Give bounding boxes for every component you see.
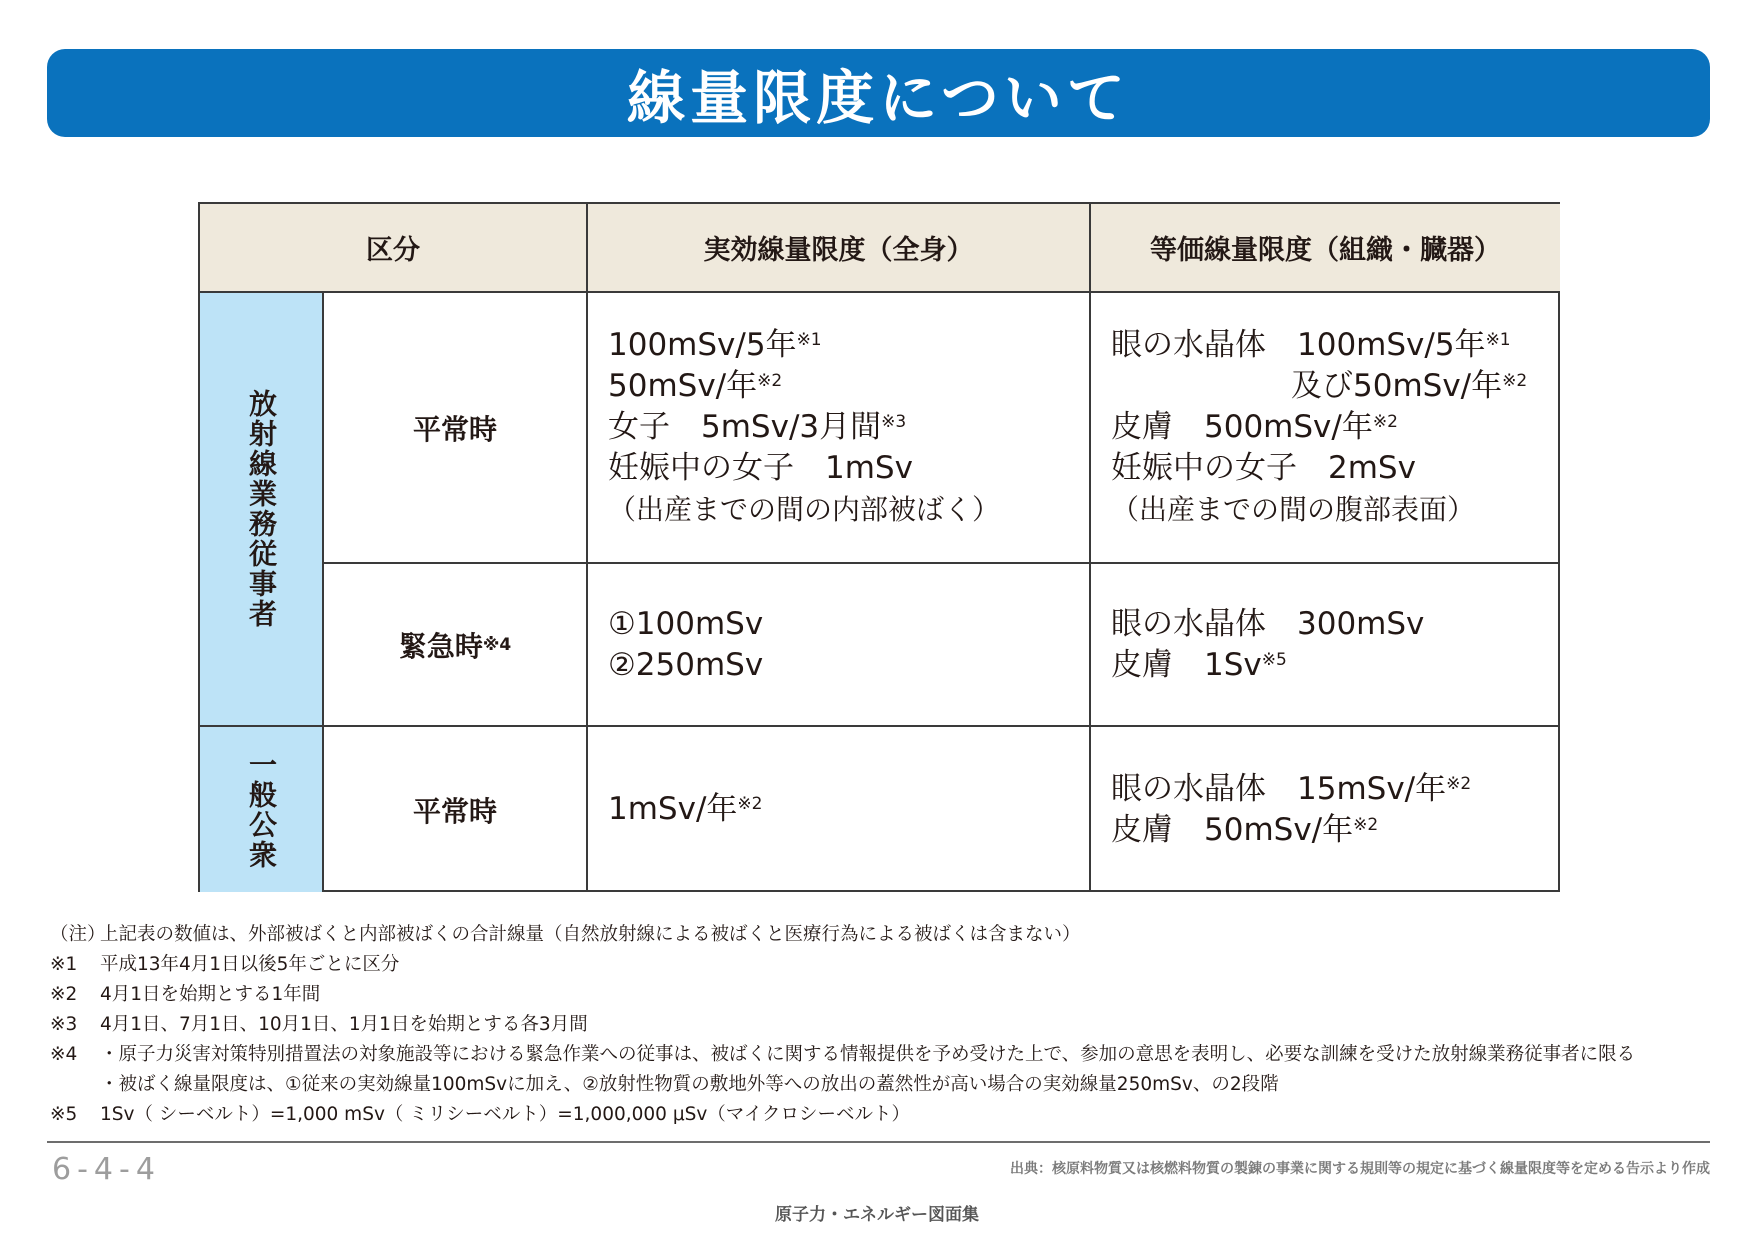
footnote: ※1 平成13年4月1日以後5年ごとに区分 [50, 954, 400, 975]
title-banner [47, 49, 1710, 137]
value-line: 皮膚 50mSv/年$^{※2}$ [1111, 811, 1379, 848]
footnote: ※5 1Sv（ シーベルト）=1,000 mSv（ ミリシーベルト）=1,000,000 μSv（マイクロシーベルト） [50, 1104, 911, 1125]
footnote: ※3 4月1日、7月1日、10月1日、1月1日を始期とする各3月間 [50, 1014, 588, 1035]
value-line: 及び50mSv/年$^{※2}$ [1291, 368, 1528, 404]
value-line: （出産までの間の腹部表面） [1111, 493, 1476, 526]
value-line: 皮膚 500mSv/年$^{※2}$ [1111, 409, 1398, 445]
header-effective-dose: 実効線量限度（全身） [588, 204, 1091, 293]
worker-normal-effective [588, 293, 1091, 564]
footnote: （注） 上記表の数値は、外部被ばくと内部被ばくの合計線量（自然放射線による被ばくと医療行為による被ばくは含まない） [50, 924, 1081, 945]
value-line: 50mSv/年$^{※2}$ [608, 368, 783, 404]
value-line: ②250mSv [608, 646, 764, 683]
value-line: ①100mSv [608, 605, 764, 642]
publication-footer: 原子力・エネルギー図面集 [775, 1205, 979, 1225]
row-label-public-normal: 平常時 [324, 727, 588, 892]
value-line: 妊娠中の女子 2mSv [1111, 450, 1416, 486]
value-line: 100mSv/5年$^{※1}$ [608, 327, 822, 363]
value-line: 皮膚 1Sv$^{※5}$ [1111, 646, 1287, 683]
row-label-worker-normal: 平常時 [324, 293, 588, 564]
group-label: 一般公衆 [245, 749, 278, 870]
group-label: 放射線業務従事者 [245, 389, 278, 629]
footnote: ※4 ・原子力災害対策特別措置法の対象施設等における緊急作業への従事は、被ばくに関する情報提供を予め受けた上で、参加の意思を表明し、必要な訓練を受けた放射線業務従事者に限る ・被ばく線量限度は、①従来の実効線量100mSvに加え、②放射性物質の敷地外等への放出の蓋然性が高い場合の実効線量250mSv、の2段階 [50, 1044, 1636, 1095]
public-normal-effective [588, 727, 1091, 892]
worker-normal-equivalent [1091, 293, 1560, 564]
value-line: 眼の水晶体 15mSv/年$^{※2}$ [1111, 770, 1472, 807]
value-line: （出産までの間の内部被ばく） [608, 493, 1001, 526]
header-category: 区分 [200, 204, 588, 293]
footnotes [50, 920, 1730, 1130]
value-line: 女子 5mSv/3月間$^{※3}$ [608, 409, 907, 445]
public-normal-equivalent [1091, 727, 1560, 892]
worker-emergency-equivalent [1091, 564, 1560, 727]
footer-divider [47, 1141, 1710, 1143]
value-line: 妊娠中の女子 1mSv [608, 450, 913, 486]
value-line: 眼の水晶体 100mSv/5年$^{※1}$ [1111, 327, 1511, 363]
dose-limit-table [198, 202, 1560, 892]
value-line: 眼の水晶体 300mSv [1111, 605, 1425, 642]
source-credit: 出典：核原料物質又は核燃料物質の製錬の事業に関する規則等の規定に基づく線量限度等を定める告示より作成 [1010, 1161, 1710, 1177]
header-equivalent-dose: 等価線量限度（組織・臓器） [1091, 204, 1560, 293]
worker-emergency-effective [588, 564, 1091, 727]
value-line: 1mSv/年$^{※2}$ [608, 791, 763, 827]
footnote: ※2 4月1日を始期とする1年間 [50, 984, 321, 1005]
page-number: 6-4-4 [52, 1152, 161, 1187]
group-general-public [200, 727, 324, 892]
group-radiation-workers [200, 293, 324, 727]
page-title: 線量限度について [627, 64, 1130, 132]
row-label-worker-emergency: 緊急時 ※4 [324, 564, 588, 727]
